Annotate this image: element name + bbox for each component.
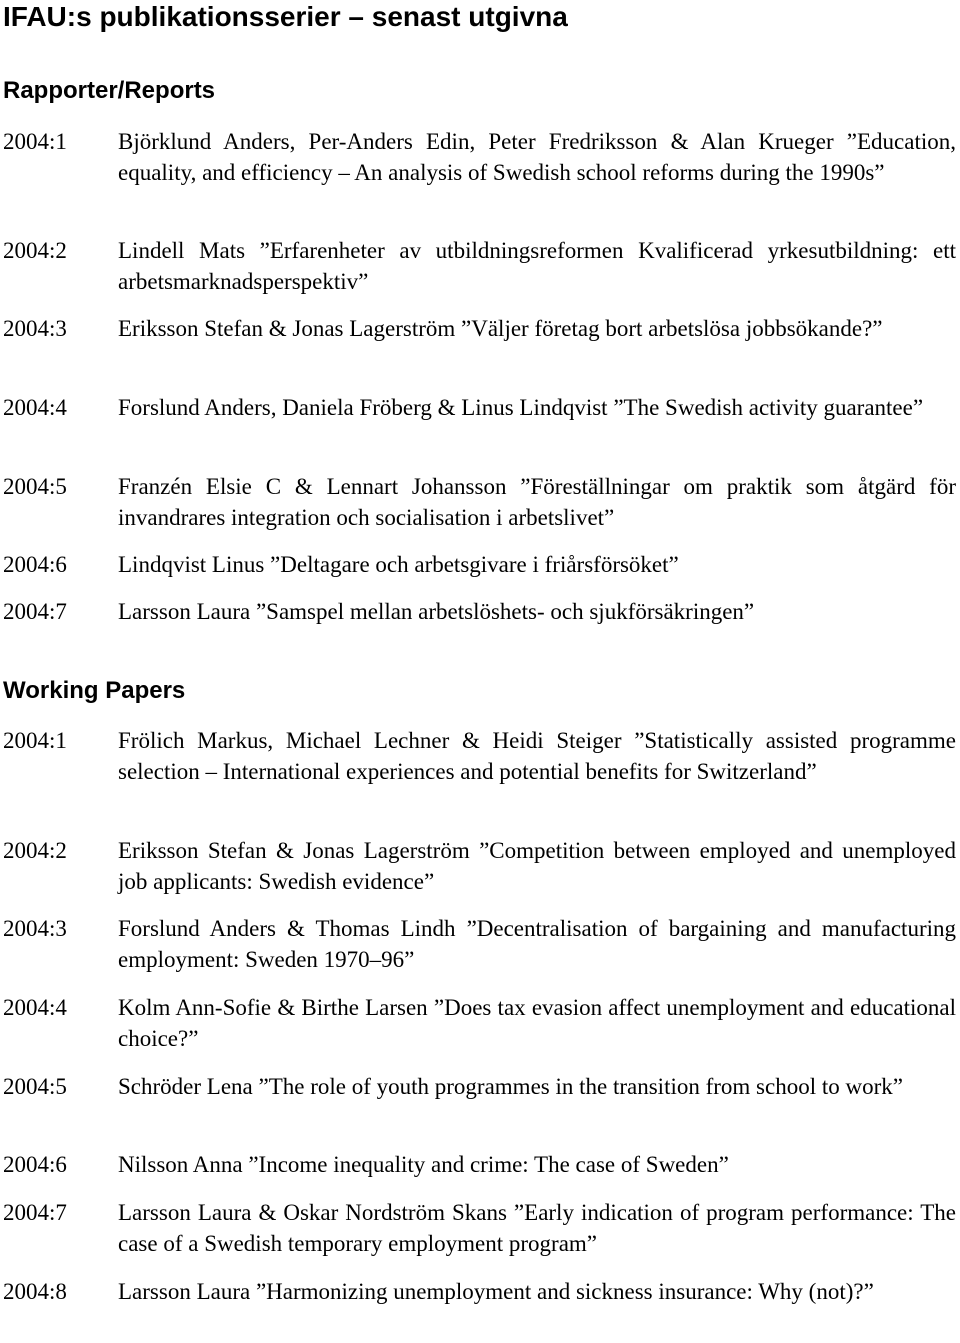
reports-heading: Rapporter/Reports xyxy=(3,77,216,104)
publication-entry: Nilsson Anna ”Income inequality and crime: The case of Sweden” xyxy=(118,1152,729,1177)
publication-entry: Frölich Markus, Michael Lechner & Heidi Steiger ”Statistically assisted programme selection – International experiences and potential benefits for Switzerland” xyxy=(118,728,956,784)
working-papers-list xyxy=(0,725,960,1338)
reports-list xyxy=(0,126,960,627)
publication-entry: Forslund Anders & Thomas Lindh ”Decentralisation of bargaining and manufacturing employment: Sweden 1970–96” xyxy=(118,916,956,972)
list-item xyxy=(0,392,960,471)
publication-number: 2004:2 xyxy=(3,838,67,863)
list-item xyxy=(0,1276,960,1338)
list-item xyxy=(0,913,960,992)
publication-number: 2004:1 xyxy=(3,728,67,753)
publication-number: 2004:6 xyxy=(3,552,67,577)
list-item xyxy=(0,471,960,549)
publication-entry: Schröder Lena ”The role of youth programmes in the transition from school to work” xyxy=(118,1074,903,1099)
list-item xyxy=(0,725,960,835)
publication-number: 2004:1 xyxy=(3,129,67,154)
publication-number: 2004:3 xyxy=(3,316,67,341)
list-item xyxy=(0,1197,960,1276)
publication-entry: Larsson Laura ”Samspel mellan arbetslöshets- och sjukförsäkringen” xyxy=(118,599,755,624)
publication-entry: Kolm Ann-Sofie & Birthe Larsen ”Does tax evasion affect unemployment and educational choice?” xyxy=(118,995,956,1051)
publication-entry: Eriksson Stefan & Jonas Lagerström ”Competition between employed and unemployed job applicants: Swedish evidence” xyxy=(118,838,956,894)
list-item xyxy=(0,549,960,596)
publication-number: 2004:8 xyxy=(3,1279,67,1304)
list-item xyxy=(0,992,960,1071)
list-item xyxy=(0,1071,960,1149)
page-title: IFAU:s publikationsserier – senast utgivna xyxy=(3,1,568,32)
publication-entry: Forslund Anders, Daniela Fröberg & Linus Lindqvist ”The Swedish activity guarantee” xyxy=(118,395,924,420)
publication-entry: Lindqvist Linus ”Deltagare och arbetsgivare i friårsförsöket” xyxy=(118,552,679,577)
publication-entry: Björklund Anders, Per-Anders Edin, Peter Fredriksson & Alan Krueger ”Education, equality, and efficiency – An analysis of Swedish school reforms during the 1990s” xyxy=(118,129,956,185)
list-item xyxy=(0,235,960,313)
publication-number: 2004:5 xyxy=(3,474,67,499)
publication-entry: Larsson Laura & Oskar Nordström Skans ”Early indication of program performance: The case of a Swedish temporary employment program” xyxy=(118,1200,956,1256)
publication-number: 2004:3 xyxy=(3,916,67,941)
publication-entry: Eriksson Stefan & Jonas Lagerström ”Väljer företag bort arbetslösa jobbsökande?” xyxy=(118,316,883,341)
publication-number: 2004:4 xyxy=(3,995,67,1020)
list-item xyxy=(0,596,960,627)
list-item xyxy=(0,835,960,913)
list-item xyxy=(0,1149,960,1197)
list-item xyxy=(0,126,960,235)
publication-number: 2004:7 xyxy=(3,1200,67,1225)
publication-number: 2004:6 xyxy=(3,1152,67,1177)
publication-number: 2004:7 xyxy=(3,599,67,624)
publication-number: 2004:5 xyxy=(3,1074,67,1099)
publication-number: 2004:2 xyxy=(3,238,67,263)
list-item xyxy=(0,313,960,392)
publication-entry: Franzén Elsie C & Lennart Johansson ”Föreställningar om praktik som åtgärd för invandrares integration och socialisation i arbetslivet” xyxy=(118,474,956,530)
publication-entry: Larsson Laura ”Harmonizing unemployment and sickness insurance: Why (not)?” xyxy=(118,1279,874,1304)
publication-entry: Lindell Mats ”Erfarenheter av utbildningsreformen Kvalificerad yrkesutbildning: ett arbetsmarknadsperspektiv” xyxy=(118,238,956,294)
working-papers-heading: Working Papers xyxy=(3,677,186,704)
publication-number: 2004:4 xyxy=(3,395,67,420)
